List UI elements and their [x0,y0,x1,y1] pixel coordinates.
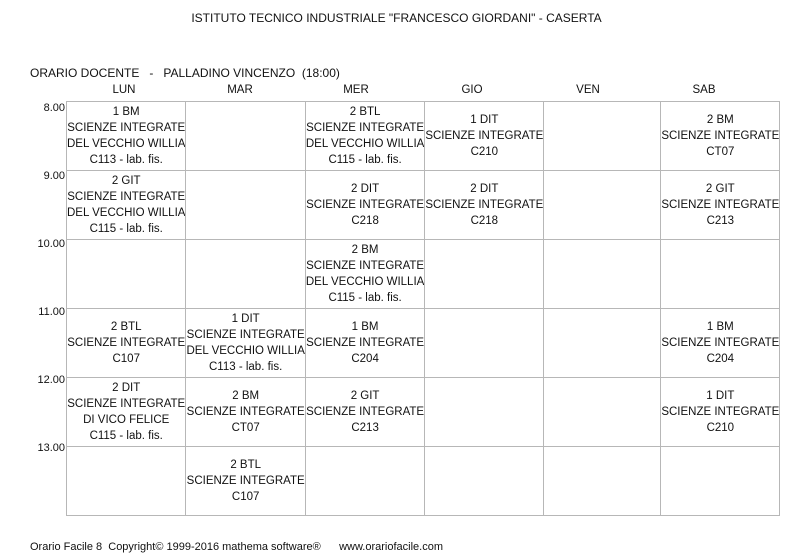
time-label: 8.00 [43,102,65,114]
time-label: 11.00 [38,306,65,318]
lesson-line: 2 DIT [470,183,499,195]
lesson-line: 2 BM [351,244,379,256]
lesson-line: SCIENZE INTEGRATE [67,337,186,349]
timetable-header [30,66,340,80]
empty-cell [425,447,544,516]
empty-cell [544,171,661,240]
school-title: ISTITUTO TECNICO INDUSTRIALE "FRANCESCO GIORDANI" - CASERTA [191,11,602,25]
lesson-line: SCIENZE INTEGRATE [425,130,544,142]
time-label: 9.00 [43,170,65,182]
lesson-line: 2 DIT [351,183,380,195]
lesson-line: 2 BM [232,390,260,402]
lesson-line: 2 DIT [112,382,141,394]
lesson-line: SCIENZE INTEGRATE [661,406,780,418]
lesson-line: 2 BTL [349,106,381,118]
lesson-line: DEL VECCHIO WILLIA [67,207,186,219]
lesson-line: SCIENZE INTEGRATE [306,337,425,349]
lesson-line: DI VICO FELICE [83,414,170,426]
timetable-row [67,240,780,309]
lesson-line: DEL VECCHIO WILLIA [186,345,305,357]
lesson-line: DEL VECCHIO WILLIA [67,138,186,150]
empty-cell [67,240,186,309]
lesson-cell [425,102,544,171]
empty-cell [544,447,661,516]
lesson-line: C113 - lab. fis. [89,154,163,166]
lesson-line: 1 DIT [470,114,499,126]
lesson-line: CT07 [706,146,735,158]
lesson-cell [305,171,424,240]
lesson-cell [186,309,305,378]
lesson-line: C210 [470,146,499,158]
empty-cell [186,171,305,240]
lesson-cell [186,447,305,516]
lesson-line: C107 [231,491,260,503]
lesson-line: C115 - lab. fis. [328,154,402,166]
lesson-cell [67,102,186,171]
lesson-line: SCIENZE INTEGRATE [306,122,425,134]
lesson-line: C210 [706,422,735,434]
teacher-hours: (18:00) [301,66,340,80]
empty-cell [186,102,305,171]
lesson-line: 1 BM [112,106,140,118]
lesson-line: 2 GIT [350,390,380,402]
lesson-line: SCIENZE INTEGRATE [661,337,780,349]
lesson-cell [661,171,780,240]
empty-cell [67,447,186,516]
timetable-row [67,447,780,516]
empty-cell [425,240,544,309]
lesson-line: C213 [706,215,735,227]
day-header-mar: MAR [227,84,253,96]
lesson-line: SCIENZE INTEGRATE [186,475,305,487]
lesson-line: DEL VECCHIO WILLIA [305,138,425,150]
empty-cell [661,447,780,516]
lesson-line: 2 GIT [705,183,735,195]
lesson-line: SCIENZE INTEGRATE [186,406,305,418]
lesson-line: C204 [706,353,735,365]
lesson-line: 1 DIT [231,313,260,325]
lesson-line: SCIENZE INTEGRATE [425,199,544,211]
footer-website: www.orariofacile.com [339,541,443,553]
timetable-grid [66,101,780,516]
empty-cell [544,309,661,378]
lesson-line: 2 BM [706,114,734,126]
lesson-line: C115 - lab. fis. [89,430,163,442]
empty-cell [661,240,780,309]
empty-cell [425,378,544,447]
empty-cell [186,240,305,309]
lesson-line: DEL VECCHIO WILLIA [305,276,425,288]
timetable-row [67,171,780,240]
lesson-line: SCIENZE INTEGRATE [67,398,186,410]
time-label: 10.00 [37,238,65,250]
lesson-line: C115 - lab. fis. [89,223,163,235]
lesson-line: SCIENZE INTEGRATE [306,199,425,211]
lesson-cell [305,309,424,378]
lesson-line: C218 [351,215,379,227]
lesson-line: C113 - lab. fis. [209,361,283,373]
lesson-line: C107 [112,353,140,365]
timetable-row [67,102,780,171]
teacher-name: PALLADINO VINCENZO [163,66,296,80]
lesson-cell [425,171,544,240]
header-separator: - [149,66,154,80]
empty-cell [544,378,661,447]
lesson-cell [661,102,780,171]
lesson-line: SCIENZE INTEGRATE [661,199,780,211]
lesson-cell [67,378,186,447]
day-header-ven: VEN [576,84,600,96]
empty-cell [425,309,544,378]
day-header-sab: SAB [692,84,716,96]
day-header-gio: GIO [461,84,483,96]
day-header-mer: MER [343,84,369,96]
lesson-line: C213 [351,422,379,434]
lesson-line: C204 [351,353,379,365]
header-label: ORARIO DOCENTE [30,66,140,80]
lesson-line: SCIENZE INTEGRATE [306,260,425,272]
lesson-line: SCIENZE INTEGRATE [186,329,305,341]
lesson-line: 2 BTL [110,321,142,333]
footer-copyright: Orario Facile 8 Copyright© 1999-2016 mathema software® [30,541,321,553]
lesson-line: 1 BM [351,321,379,333]
lesson-line: SCIENZE INTEGRATE [67,122,186,134]
lesson-line: C218 [470,215,499,227]
lesson-line: SCIENZE INTEGRATE [661,130,780,142]
lesson-line: 1 BM [706,321,734,333]
lesson-cell [661,378,780,447]
empty-cell [544,240,661,309]
lesson-line: SCIENZE INTEGRATE [306,406,425,418]
lesson-cell [305,378,424,447]
time-label: 12.00 [37,374,65,386]
lesson-cell [186,378,305,447]
timetable-row [67,378,780,447]
lesson-line: 2 BTL [230,459,261,471]
lesson-line: CT07 [231,422,260,434]
lesson-line: C115 - lab. fis. [328,292,402,304]
empty-cell [544,102,661,171]
lesson-line: 1 DIT [706,390,735,402]
empty-cell [305,447,424,516]
lesson-cell [661,309,780,378]
day-header-lun: LUN [112,84,136,96]
lesson-cell [305,240,424,309]
lesson-cell [67,171,186,240]
lesson-cell [305,102,424,171]
time-label: 13.00 [37,442,65,454]
timetable-row [67,309,780,378]
lesson-line: SCIENZE INTEGRATE [67,191,186,203]
lesson-line: 2 GIT [111,175,141,187]
footer [30,541,443,553]
lesson-cell [67,309,186,378]
